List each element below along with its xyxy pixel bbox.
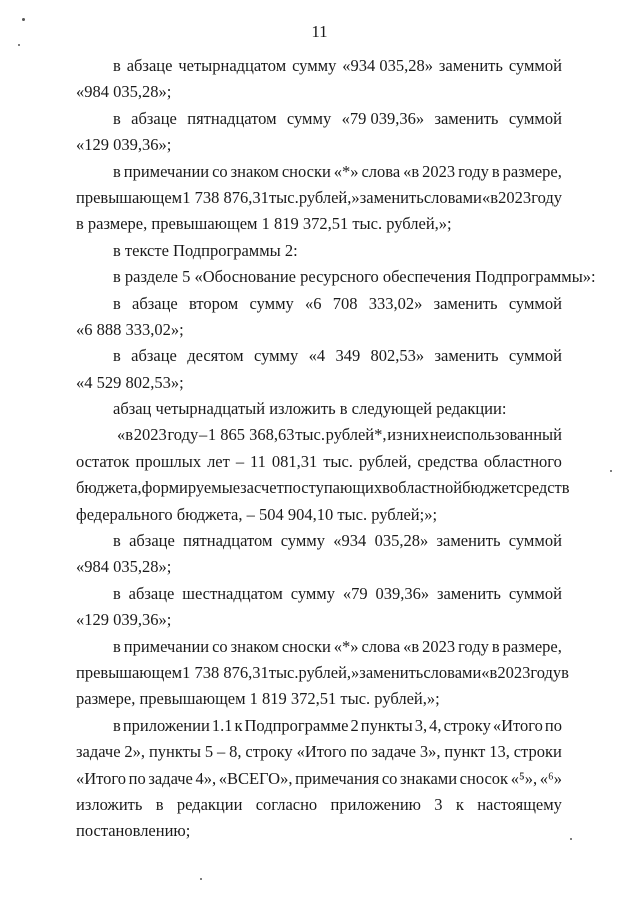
- paragraph-p5: [76, 264, 596, 290]
- word: 5: [204, 742, 214, 762]
- word: Подпрограмме: [244, 715, 349, 735]
- word: –: [198, 425, 208, 445]
- word: примечании: [123, 161, 210, 181]
- word: 802,53»: [370, 346, 425, 366]
- word: году: [167, 425, 199, 445]
- word: суммой: [508, 346, 562, 366]
- text-line: [76, 581, 562, 607]
- word: со: [212, 161, 228, 181]
- word: строку: [245, 742, 293, 762]
- word: «79 039,36»: [341, 108, 425, 128]
- word: абзаце: [131, 108, 177, 128]
- word: размере,: [502, 636, 562, 656]
- word: году: [530, 662, 562, 682]
- word: заменить: [434, 346, 499, 366]
- word: в: [113, 56, 121, 75]
- paragraph-p11: [76, 581, 562, 634]
- word: примечании: [123, 636, 210, 656]
- word: 11: [250, 451, 266, 471]
- word: 1 738 876,31: [182, 662, 269, 682]
- word: десятом: [187, 346, 244, 366]
- scan-speck: [200, 878, 202, 880]
- text-line: [76, 291, 562, 317]
- word: 3»,: [419, 742, 441, 762]
- word: –: [216, 742, 226, 762]
- word: счет: [253, 478, 284, 498]
- word: «Итого: [296, 742, 347, 762]
- word: сумму: [253, 346, 299, 366]
- word: суммой: [508, 56, 562, 75]
- word: словами: [423, 662, 482, 682]
- word: рублей,: [358, 451, 412, 471]
- word: них: [403, 425, 430, 445]
- word: сумму: [286, 108, 332, 128]
- word: бюджета,: [76, 478, 142, 498]
- word: по: [544, 715, 562, 735]
- text-line: [76, 422, 562, 448]
- word: остаток: [76, 451, 130, 471]
- word: в: [491, 636, 500, 656]
- word: 2023: [133, 425, 167, 445]
- text-line: [76, 475, 570, 501]
- word: задаче: [148, 768, 193, 788]
- word: 035,28»: [374, 531, 429, 551]
- text-line: «984 035,28»;: [76, 82, 172, 102]
- word: к: [455, 794, 464, 814]
- word: знаками: [400, 768, 458, 788]
- word: суммой: [508, 583, 562, 603]
- word: со: [381, 768, 398, 788]
- paragraph-p1: [76, 53, 562, 106]
- word: заменить: [434, 108, 499, 128]
- word: тыс.: [268, 187, 299, 207]
- word: «79: [342, 583, 368, 603]
- word: превышающем: [76, 662, 183, 682]
- paragraph-p2: [76, 106, 562, 159]
- word: приложении: [122, 715, 210, 735]
- word: по: [350, 742, 368, 762]
- paragraph-p10: [76, 528, 562, 581]
- paragraph-p12: [76, 634, 569, 713]
- text-line: размере, превышающем 1 819 372,51 тыс. рублей,»;: [76, 689, 440, 709]
- paragraph-p3: [76, 159, 562, 238]
- word: изложить: [76, 794, 143, 814]
- scan-speck: [570, 838, 572, 840]
- word: приложению: [330, 794, 421, 814]
- word: 4,: [429, 715, 442, 735]
- word: задаче: [371, 742, 416, 762]
- text-line: [76, 185, 562, 211]
- word: пункт: [444, 742, 486, 762]
- word: «в: [117, 425, 134, 445]
- word: тыс.: [268, 662, 299, 682]
- text-line: в разделе 5 «Обоснование ресурсного обеспечения Подпрограммы»:: [113, 267, 596, 287]
- word: в: [113, 583, 121, 603]
- word: 2: [350, 715, 359, 735]
- word: 8,: [229, 742, 242, 762]
- word: «в: [481, 662, 498, 682]
- word: сноски: [281, 636, 331, 656]
- word: в: [113, 531, 121, 551]
- word: пятнадцатом: [183, 531, 273, 551]
- paragraph-p4: [76, 238, 562, 264]
- word: 1 738 876,31: [182, 187, 269, 207]
- word: абзаце: [129, 531, 175, 551]
- paragraph-p9: [76, 422, 570, 528]
- text-line: «4 529 802,53»;: [76, 372, 184, 392]
- word: сумму: [292, 56, 337, 75]
- word: областной: [389, 478, 463, 498]
- word: в: [382, 478, 390, 498]
- word: рублей*,: [325, 425, 387, 445]
- word: пятнадцатом: [187, 108, 277, 128]
- word: суммой: [508, 108, 562, 128]
- text-line: [76, 528, 562, 554]
- scan-speck: [22, 18, 25, 21]
- word: примечания: [295, 768, 380, 788]
- paragraph-p7: [76, 343, 562, 396]
- word: пункты: [360, 715, 413, 735]
- text-line: [76, 449, 562, 475]
- word: знаком: [230, 161, 279, 181]
- text-line: «129 039,36»;: [76, 135, 172, 155]
- word: по: [128, 768, 146, 788]
- page-number: 11: [311, 22, 328, 41]
- text-line: в размере, превышающем 1 819 372,51 тыс. рублей,»;: [76, 214, 452, 234]
- word: суммой: [508, 531, 562, 551]
- word: в: [113, 293, 121, 313]
- text-line: [76, 713, 562, 739]
- word: «в: [403, 636, 420, 656]
- word: бюджет: [462, 478, 517, 498]
- word: абзаце: [132, 293, 178, 313]
- word: заменить: [436, 583, 501, 603]
- word: 3,: [414, 715, 428, 735]
- word: «ВСЕГО»,: [218, 768, 293, 788]
- word: абзаце: [126, 56, 173, 75]
- paragraph-p8: [76, 396, 562, 422]
- word: лет: [207, 451, 230, 471]
- word: словами: [423, 187, 482, 207]
- word: абзаце: [128, 583, 175, 603]
- word: заменить: [359, 662, 424, 682]
- word: неиспользованный: [429, 425, 562, 445]
- word: в: [113, 346, 121, 366]
- word: шестнадцатом: [182, 583, 283, 603]
- word: поступающих: [283, 478, 383, 498]
- word: в: [113, 636, 121, 656]
- text-line: [76, 343, 562, 369]
- word: «*»: [333, 636, 359, 656]
- word: в: [113, 108, 121, 128]
- word: из: [387, 425, 403, 445]
- word: слова: [361, 636, 401, 656]
- word: заменить: [436, 531, 501, 551]
- word: году: [458, 161, 489, 181]
- word: сумму: [280, 531, 325, 551]
- word: заменить: [359, 187, 424, 207]
- word: «Итого: [492, 715, 543, 735]
- word: со: [212, 636, 228, 656]
- word: тыс.: [295, 425, 325, 445]
- word: «Итого: [76, 768, 127, 788]
- text-line: [76, 766, 562, 792]
- text-line: [76, 634, 562, 660]
- word: «в: [481, 187, 498, 207]
- word: «6: [305, 293, 322, 313]
- word: областного: [483, 451, 562, 471]
- word: «⁶»: [539, 768, 562, 788]
- word: сумму: [249, 293, 294, 313]
- word: формируемые: [141, 478, 241, 498]
- word: в: [491, 161, 500, 181]
- word: 2023: [422, 161, 456, 181]
- text-line: [76, 660, 569, 686]
- text-line: «6 888 333,02»;: [76, 319, 184, 339]
- word: превышающем: [76, 187, 183, 207]
- word: 2023: [422, 636, 456, 656]
- word: 039,36»: [375, 583, 430, 603]
- word: настоящему: [477, 794, 562, 814]
- paragraph-p6: [76, 291, 562, 344]
- word: 3: [434, 794, 443, 814]
- word: 2»,: [124, 742, 146, 762]
- word: заменить: [438, 56, 503, 75]
- word: «4: [308, 346, 326, 366]
- word: 2023: [497, 662, 531, 682]
- word: пункты: [148, 742, 201, 762]
- word: 13,: [489, 742, 510, 762]
- word: в: [561, 662, 569, 682]
- text-line: [76, 739, 562, 765]
- word: сносок: [459, 768, 509, 788]
- document-body: [76, 53, 596, 845]
- paragraph-p13: [76, 713, 562, 845]
- word: 4»,: [195, 768, 217, 788]
- word: тыс.: [323, 451, 353, 471]
- word: размере,: [502, 161, 562, 181]
- word: рублей,»: [298, 662, 360, 682]
- word: 708: [332, 293, 358, 313]
- word: четырнадцатом: [178, 56, 287, 75]
- word: 333,02»: [368, 293, 423, 313]
- word: прошлых: [135, 451, 202, 471]
- word: средства: [417, 451, 478, 471]
- word: 1 865 368,63: [207, 425, 295, 445]
- word: задаче: [76, 742, 121, 762]
- word: году: [531, 187, 562, 207]
- word: 081,31: [271, 451, 318, 471]
- text-line: [76, 53, 562, 79]
- word: «934 035,28»: [342, 56, 433, 75]
- word: слова: [361, 161, 401, 181]
- word: 349: [335, 346, 361, 366]
- word: 1.1: [211, 715, 233, 735]
- scan-speck: [610, 470, 612, 472]
- word: суммой: [508, 293, 562, 313]
- word: абзаце: [131, 346, 177, 366]
- word: в: [113, 715, 121, 735]
- text-line: «984 035,28»;: [76, 557, 172, 577]
- word: «в: [403, 161, 420, 181]
- word: за: [240, 478, 254, 498]
- text-line: абзац четырнадцатый изложить в следующей редакции:: [113, 399, 507, 419]
- word: сумму: [290, 583, 335, 603]
- text-line: [76, 159, 562, 185]
- word: в: [155, 794, 164, 814]
- word: «934: [333, 531, 367, 551]
- text-line: [76, 792, 562, 818]
- text-line: «129 039,36»;: [76, 610, 172, 630]
- word: к: [234, 715, 243, 735]
- word: рублей,»: [298, 187, 360, 207]
- word: знаком: [230, 636, 279, 656]
- scan-speck: [18, 44, 20, 46]
- word: втором: [188, 293, 239, 313]
- word: заменить: [433, 293, 498, 313]
- word: редакции: [176, 794, 243, 814]
- word: году: [458, 636, 489, 656]
- word: –: [235, 451, 245, 471]
- text-line: федерального бюджета, – 504 904,10 тыс. рублей;»;: [76, 504, 438, 524]
- word: средств: [516, 478, 570, 498]
- word: согласно: [255, 794, 318, 814]
- word: 2023: [498, 187, 532, 207]
- word: «⁵»,: [510, 768, 538, 788]
- text-line: в тексте Подпрограммы 2:: [113, 240, 298, 260]
- word: в: [113, 161, 121, 181]
- word: «*»: [333, 161, 359, 181]
- text-line: постановлению;: [76, 821, 191, 841]
- text-line: [76, 106, 562, 132]
- word: сноски: [281, 161, 331, 181]
- word: строку: [443, 715, 491, 735]
- word: строки: [513, 742, 562, 762]
